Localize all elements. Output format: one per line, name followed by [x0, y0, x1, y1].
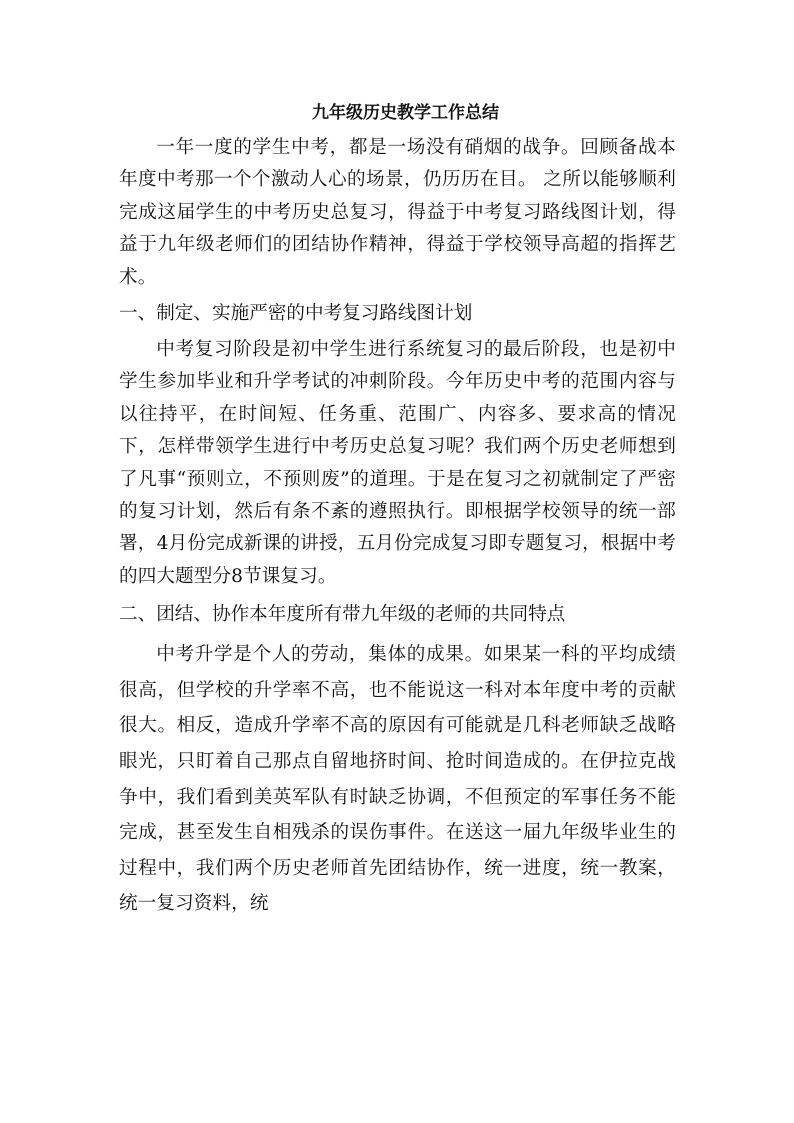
section-body-2: 中考升学是个人的劳动，集体的成果。如果某一科的平均成绩很高，但学校的升学率不高，也不能说这一科对本年度中考的贡献很大。相反，造成升学率不高的原因有可能就是几科老师缺乏战略眼光，只盯着自己那点自留地挤时间、抢时间造成的。在伊拉克战争中，我们看到美英军队有时缺乏协调，不但预定的军事任务不能完成，甚至发生自相残杀的误伤事件。在送这一届九年级毕业生的过程中，我们两个历史老师首先团结协作，统一进度，统一教案，统一复习资料，统 — [119, 644, 676, 915]
document-title: 九年级历史教学工作总结 — [312, 103, 499, 123]
document-page — [119, 96, 676, 922]
section-body-1: 中考复习阶段是初中学生进行系统复习的最后阶段，也是初中学生参加毕业和升学考试的冲刺阶段。今年历史中考的范围内容与以往持平，在时间短、任务重、范围广、内容多、要求高的情况下，怎样带领学生进行中考历史总复习呢？我们两个历史老师想到了凡事“预则立，不预则废”的道理。于是在复习之初就制定了严密的复习计划，然后有条不紊的遵照执行。即根据学校领导的统一部署，4月份完成新课的讲授，五月份完成复习即专题复习，根据中考的四大题型分8节课复习。 — [119, 339, 676, 587]
section-heading-1: 一、制定、实施严密的中考复习路线图计划 — [119, 303, 473, 325]
intro-paragraph: 一年一度的学生中考，都是一场没有硝烟的战争。回顾备战本年度中考那一个个激动人心的场景，仍历历在目。 之所以能够顺利完成这届学生的中考历史总复习，得益于中考复习路线图计划，得益于九年级老师们的团结协作精神，得益于学校领导高超的指挥艺术。 — [119, 137, 676, 288]
section-heading-2: 二、团结、协作本年度所有带九年级的老师的共同特点 — [119, 604, 566, 626]
